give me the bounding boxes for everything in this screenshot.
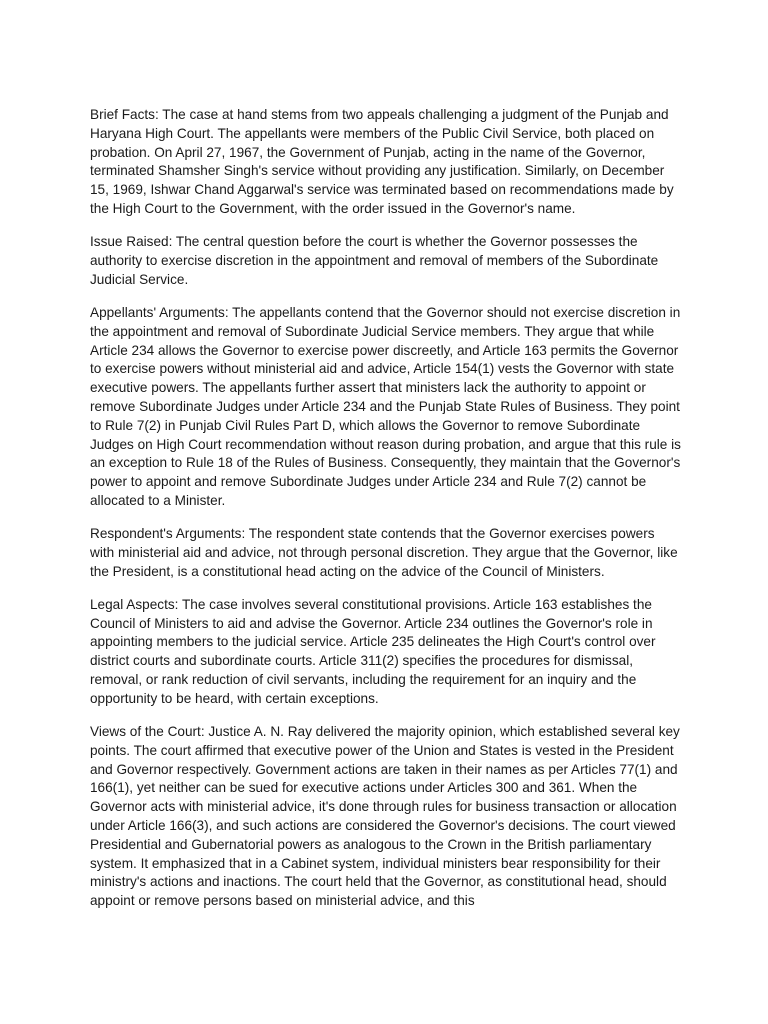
document-page [90, 106, 682, 925]
paragraph-views-of-the-court: Views of the Court: Justice A. N. Ray delivered the majority opinion, which established several key points. The court affirmed that executive power of the Union and States is vested in the President and Governor respectively. Government actions are taken in their names as per Articles 77(1) and 166(1), yet neither can be sued for executive actions under Articles 300 and 361. When the Governor acts with ministerial advice, it's done through rules for business transaction or allocation under Article 166(3), and such actions are considered the Governor's decisions. The court viewed Presidential and Gubernatorial powers as analogous to the Crown in the British parliamentary system. It emphasized that in a Cabinet system, individual ministers bear responsibility for their ministry's actions and inactions. The court held that the Governor, as constitutional head, should appoint or remove persons based on ministerial advice, and this [90, 724, 680, 909]
paragraph-legal-aspects: Legal Aspects: The case involves several constitutional provisions. Article 163 establishes the Council of Ministers to aid and advise the Governor. Article 234 outlines the Governor's role in appointing members to the judicial service. Article 235 delineates the High Court's control over district courts and subordinate courts. Article 311(2) specifies the procedures for dismissal, removal, or rank reduction of civil servants, including the requirement for an inquiry and the opportunity to be heard, with certain exceptions. [90, 596, 656, 706]
paragraph-brief-facts: Brief Facts: The case at hand stems from two appeals challenging a judgment of the Punjab and Haryana High Court. The appellants were members of the Public Civil Service, both placed on probation. On April 27, 1967, the Government of Punjab, acting in the name of the Governor, terminated Shamsher Singh's service without providing any justification. Similarly, on December 15, 1969, Ishwar Chand Aggarwal's service was terminated based on recommendations made by the High Court to the Government, with the order issued in the Governor's name. [90, 107, 674, 216]
paragraph-appellants-arguments: Appellants' Arguments: The appellants contend that the Governor should not exercise discretion in the appointment and removal of Subordinate Judicial Service members. They argue that while Article 234 allows the Governor to exercise power discreetly, and Article 163 permits the Governor to exercise powers without ministerial aid and advice, Article 154(1) vests the Governor with state executive powers. The appellants further assert that ministers lack the authority to appoint or remove Subordinate Judges under Article 234 and the Punjab State Rules of Business. They point to Rule 7(2) in Punjab Civil Rules Part D, which allows the Governor to remove Subordinate Judges on High Court recommendation without reason during probation, and argue that this rule is an exception to Rule 18 of the Rules of Business. Consequently, they maintain that the Governor's power to appoint and remove Subordinate Judges under Article 234 and Rule 7(2) cannot be allocated to a Minister. [90, 304, 681, 508]
paragraph-issue-raised: Issue Raised: The central question before the court is whether the Governor possesses the authority to exercise discretion in the appointment and removal of members of the Subordinate Judicial Service. [90, 234, 659, 287]
paragraph-respondents-arguments: Respondent's Arguments: The respondent state contends that the Governor exercises powers with ministerial aid and advice, not through personal discretion. They argue that the Governor, like the President, is a constitutional head acting on the advice of the Council of Ministers. [90, 526, 678, 579]
